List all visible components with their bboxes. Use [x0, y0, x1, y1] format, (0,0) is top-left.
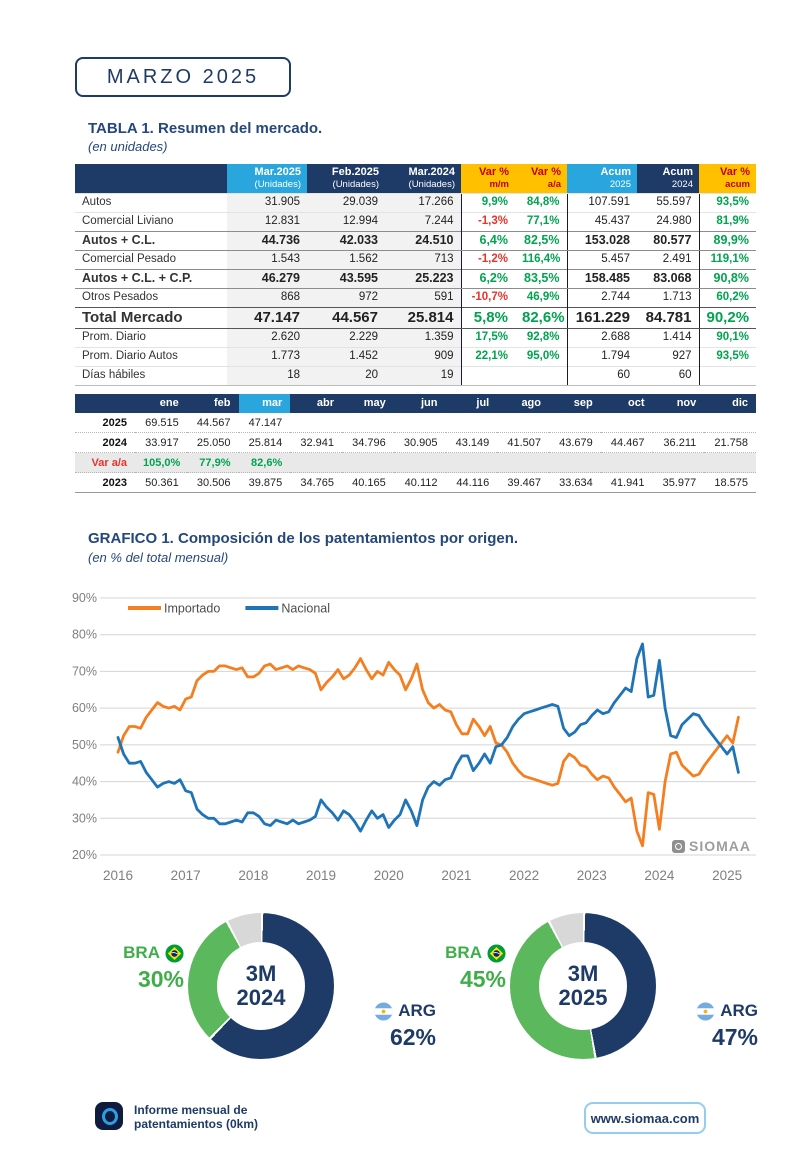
cell	[290, 413, 342, 433]
month-header: mar	[239, 394, 291, 413]
cell	[461, 367, 515, 386]
cell: 46.279	[227, 270, 307, 289]
cell: 44.736	[227, 232, 307, 251]
tabla1-title: TABLA 1. Resumen del mercado.	[88, 120, 323, 137]
cell: 107.591	[567, 194, 637, 213]
svg-text:50%: 50%	[71, 737, 97, 752]
cell	[342, 453, 394, 473]
bra-label-2025	[420, 943, 506, 993]
cell: 116,4%	[515, 251, 567, 270]
cell	[446, 453, 498, 473]
bra-pct-2025: 45%	[459, 966, 506, 992]
cell	[342, 413, 394, 433]
svg-text:80%: 80%	[71, 627, 97, 642]
cell: 33.634	[549, 473, 601, 493]
cell: 69.515	[135, 413, 187, 433]
table-row	[75, 329, 756, 348]
cell: 25.814	[239, 433, 291, 453]
cell: 2.491	[637, 251, 699, 270]
svg-text:2024: 2024	[644, 868, 675, 883]
cell: 1.543	[227, 251, 307, 270]
svg-text:2020: 2020	[373, 868, 404, 883]
svg-text:2019: 2019	[306, 868, 337, 883]
cell: 50.361	[135, 473, 187, 493]
origin-composition-chart	[71, 583, 760, 888]
donut-chart-2025	[510, 913, 656, 1059]
cell: 12.994	[307, 213, 385, 232]
cell: 41.941	[601, 473, 653, 493]
siomaa-website-link[interactable]: www.siomaa.com	[584, 1102, 706, 1134]
column-header: Var % a/a	[515, 164, 567, 194]
cell: 24.980	[637, 213, 699, 232]
cell: 6,4%	[461, 232, 515, 251]
cell: 93,5%	[699, 194, 756, 213]
svg-text:2018: 2018	[238, 868, 269, 883]
column-header: Var % acum	[699, 164, 756, 194]
row-label: 2023	[75, 473, 135, 493]
report-month-label: MARZO 2025	[106, 65, 260, 88]
cell: 44.467	[601, 433, 653, 453]
brazil-flag-icon	[487, 944, 506, 963]
cell: 60	[637, 367, 699, 386]
cell: 972	[307, 289, 385, 308]
donut-2025-block	[420, 913, 760, 1078]
cell: 92,8%	[515, 329, 567, 348]
argentina-flag-icon	[374, 1002, 393, 1021]
cell: 46,9%	[515, 289, 567, 308]
cell: 1.452	[307, 348, 385, 367]
svg-text:90%: 90%	[71, 591, 97, 605]
cell: 40.112	[394, 473, 446, 493]
cell: 34.796	[342, 433, 394, 453]
cell: 17,5%	[461, 329, 515, 348]
cell: 5,8%	[461, 308, 515, 329]
cell: 927	[637, 348, 699, 367]
legend-label: Nacional	[281, 601, 331, 616]
cell: 18.575	[704, 473, 756, 493]
cell: 30.506	[187, 473, 239, 493]
cell: 7.244	[385, 213, 461, 232]
month-header: nov	[653, 394, 705, 413]
cell: 89,9%	[699, 232, 756, 251]
cell: 1.359	[385, 329, 461, 348]
cell: 29.039	[307, 194, 385, 213]
cell: 34.765	[290, 473, 342, 493]
cell: -1,3%	[461, 213, 515, 232]
cell: 47.147	[227, 308, 307, 329]
row-label: Otros Pesados	[75, 289, 227, 308]
cell: 1.794	[567, 348, 637, 367]
siomaa-watermark-text: SIOMAA	[689, 838, 751, 854]
donut-2024-block	[98, 913, 438, 1078]
market-summary-table	[75, 164, 756, 386]
cell: 82,6%	[515, 308, 567, 329]
row-label: Autos	[75, 194, 227, 213]
cell: 82,5%	[515, 232, 567, 251]
svg-text:20%: 20%	[71, 848, 97, 862]
month-header: sep	[549, 394, 601, 413]
cell	[497, 453, 549, 473]
table-row	[75, 367, 756, 386]
cell: 591	[385, 289, 461, 308]
cell: 35.977	[653, 473, 705, 493]
cell	[549, 453, 601, 473]
cell: 43.595	[307, 270, 385, 289]
corner-cell	[75, 394, 135, 413]
table-row	[75, 232, 756, 251]
cell: 21.758	[704, 433, 756, 453]
table-header-row	[75, 394, 756, 413]
cell: 1.773	[227, 348, 307, 367]
month-header: ene	[135, 394, 187, 413]
svg-text:2023: 2023	[576, 868, 607, 883]
svg-text:2021: 2021	[441, 868, 472, 883]
cell: 153.028	[567, 232, 637, 251]
cell: 2.744	[567, 289, 637, 308]
cell: 2.620	[227, 329, 307, 348]
column-header: Mar.2025 (Unidades)	[227, 164, 307, 194]
cell: 43.149	[446, 433, 498, 453]
cell: 1.414	[637, 329, 699, 348]
month-header: ago	[497, 394, 549, 413]
cell: 909	[385, 348, 461, 367]
cell: 43.679	[549, 433, 601, 453]
table-header-row	[75, 164, 756, 194]
donut-center-label-2024: 3M 2024	[217, 942, 305, 1030]
cell: 44.116	[446, 473, 498, 493]
row-label: Var a/a	[75, 453, 135, 473]
column-header: Acum 2025	[567, 164, 637, 194]
cell: 82,6%	[239, 453, 291, 473]
column-header: Mar.2024 (Unidades)	[385, 164, 461, 194]
cell: 81,9%	[699, 213, 756, 232]
column-header: Acum 2024	[637, 164, 699, 194]
cell	[653, 453, 705, 473]
corner-cell	[75, 164, 227, 194]
cell: 93,5%	[699, 348, 756, 367]
cell: 12.831	[227, 213, 307, 232]
line-chart-svg	[71, 583, 760, 888]
cell: 39.467	[497, 473, 549, 493]
cell: 84,8%	[515, 194, 567, 213]
cell: 24.510	[385, 232, 461, 251]
bra-label-text: BRA	[123, 943, 160, 962]
cell	[394, 453, 446, 473]
cell	[549, 413, 601, 433]
legend-label: Importado	[164, 601, 221, 616]
cell: 1.562	[307, 251, 385, 270]
brazil-flag-icon	[165, 944, 184, 963]
month-header: oct	[601, 394, 653, 413]
table-row	[75, 433, 756, 453]
cell: 161.229	[567, 308, 637, 329]
table-row	[75, 308, 756, 329]
cell: 31.905	[227, 194, 307, 213]
svg-text:40%: 40%	[71, 774, 97, 789]
bra-label-2024	[98, 943, 184, 993]
column-header: Feb.2025 (Unidades)	[307, 164, 385, 194]
table-row	[75, 289, 756, 308]
cell: 90,2%	[699, 308, 756, 329]
cell	[497, 413, 549, 433]
month-header: jul	[446, 394, 498, 413]
arg-pct-2024: 62%	[389, 1024, 436, 1050]
svg-text:70%: 70%	[71, 664, 97, 679]
cell: 1.713	[637, 289, 699, 308]
month-header: feb	[187, 394, 239, 413]
row-label: 2024	[75, 433, 135, 453]
siomaa-watermark	[672, 838, 751, 854]
cell: 25.814	[385, 308, 461, 329]
cell: 17.266	[385, 194, 461, 213]
cell: 105,0%	[135, 453, 187, 473]
row-label: Total Mercado	[75, 308, 227, 329]
cell: 44.567	[307, 308, 385, 329]
cell: 39.875	[239, 473, 291, 493]
row-label: Autos + C.L. + C.P.	[75, 270, 227, 289]
bra-label-text: BRA	[445, 943, 482, 962]
cell: 41.507	[497, 433, 549, 453]
donut-chart-2024	[188, 913, 334, 1059]
cell: 868	[227, 289, 307, 308]
cell: 2.229	[307, 329, 385, 348]
cell: 45.437	[567, 213, 637, 232]
cell: 18	[227, 367, 307, 386]
cell: 32.941	[290, 433, 342, 453]
cell: 20	[307, 367, 385, 386]
month-header: abr	[290, 394, 342, 413]
siomaa-app-logo	[95, 1102, 123, 1130]
arg-pct-2025: 47%	[711, 1024, 758, 1050]
cell: 158.485	[567, 270, 637, 289]
cell: 30.905	[394, 433, 446, 453]
row-label: Días hábiles	[75, 367, 227, 386]
cell	[653, 413, 705, 433]
cell: 83,5%	[515, 270, 567, 289]
row-label: Comercial Liviano	[75, 213, 227, 232]
cell: 119,1%	[699, 251, 756, 270]
cell: 83.068	[637, 270, 699, 289]
cell	[394, 413, 446, 433]
cell: 84.781	[637, 308, 699, 329]
monthly-history-table	[75, 394, 756, 493]
cell: 90,1%	[699, 329, 756, 348]
month-header: dic	[704, 394, 756, 413]
cell: 19	[385, 367, 461, 386]
row-label: Prom. Diario Autos	[75, 348, 227, 367]
table-row	[75, 473, 756, 493]
cell	[290, 453, 342, 473]
cell: 42.033	[307, 232, 385, 251]
row-label: 2025	[75, 413, 135, 433]
cell	[515, 367, 567, 386]
cell: 36.211	[653, 433, 705, 453]
donut-center-label-2025: 3M 2025	[539, 942, 627, 1030]
cell: 77,9%	[187, 453, 239, 473]
svg-text:2025: 2025	[712, 868, 743, 883]
siomaa-logo-icon	[672, 840, 685, 853]
cell	[699, 367, 756, 386]
row-label: Comercial Pesado	[75, 251, 227, 270]
tabla1-subtitle: (en unidades)	[88, 139, 168, 154]
cell: 6,2%	[461, 270, 515, 289]
grafico1-subtitle: (en % del total mensual)	[88, 550, 229, 565]
cell	[704, 453, 756, 473]
cell: 90,8%	[699, 270, 756, 289]
month-header: may	[342, 394, 394, 413]
cell: 713	[385, 251, 461, 270]
table-row	[75, 194, 756, 213]
row-label: Prom. Diario	[75, 329, 227, 348]
table-row	[75, 213, 756, 232]
bra-pct-2024: 30%	[137, 966, 184, 992]
grafico1-title: GRAFICO 1. Composición de los patentamientos por origen.	[88, 530, 519, 547]
cell: 40.165	[342, 473, 394, 493]
arg-label-text: ARG	[398, 1001, 436, 1020]
cell: 80.577	[637, 232, 699, 251]
cell: 60	[567, 367, 637, 386]
cell: 25.050	[187, 433, 239, 453]
cell	[446, 413, 498, 433]
cell: 55.597	[637, 194, 699, 213]
cell: 33.917	[135, 433, 187, 453]
cell: 22,1%	[461, 348, 515, 367]
svg-text:2016: 2016	[102, 868, 134, 883]
cell: -1,2%	[461, 251, 515, 270]
cell	[601, 413, 653, 433]
cell: 9,9%	[461, 194, 515, 213]
row-label: Autos + C.L.	[75, 232, 227, 251]
cell	[704, 413, 756, 433]
cell	[601, 453, 653, 473]
table-row	[75, 251, 756, 270]
table-row	[75, 348, 756, 367]
argentina-flag-icon	[696, 1002, 715, 1021]
cell: 95,0%	[515, 348, 567, 367]
svg-text:60%: 60%	[71, 701, 97, 716]
cell: 77,1%	[515, 213, 567, 232]
cell: 44.567	[187, 413, 239, 433]
column-header: Var % m/m	[461, 164, 515, 194]
report-month-badge	[75, 57, 291, 97]
table-row	[75, 270, 756, 289]
cell: 60,2%	[699, 289, 756, 308]
cell: 47.147	[239, 413, 291, 433]
cell: 2.688	[567, 329, 637, 348]
svg-text:2017: 2017	[170, 868, 201, 883]
arg-label-text: ARG	[720, 1001, 758, 1020]
svg-text:2022: 2022	[509, 868, 540, 883]
month-header: jun	[394, 394, 446, 413]
cell: -10,7%	[461, 289, 515, 308]
svg-text:30%: 30%	[71, 811, 97, 826]
footer-report-label: Informe mensual de patentamientos (0km)	[134, 1103, 259, 1131]
cell: 5.457	[567, 251, 637, 270]
table-row	[75, 413, 756, 433]
arg-label-2025	[666, 1001, 758, 1051]
table-row	[75, 453, 756, 473]
cell: 25.223	[385, 270, 461, 289]
